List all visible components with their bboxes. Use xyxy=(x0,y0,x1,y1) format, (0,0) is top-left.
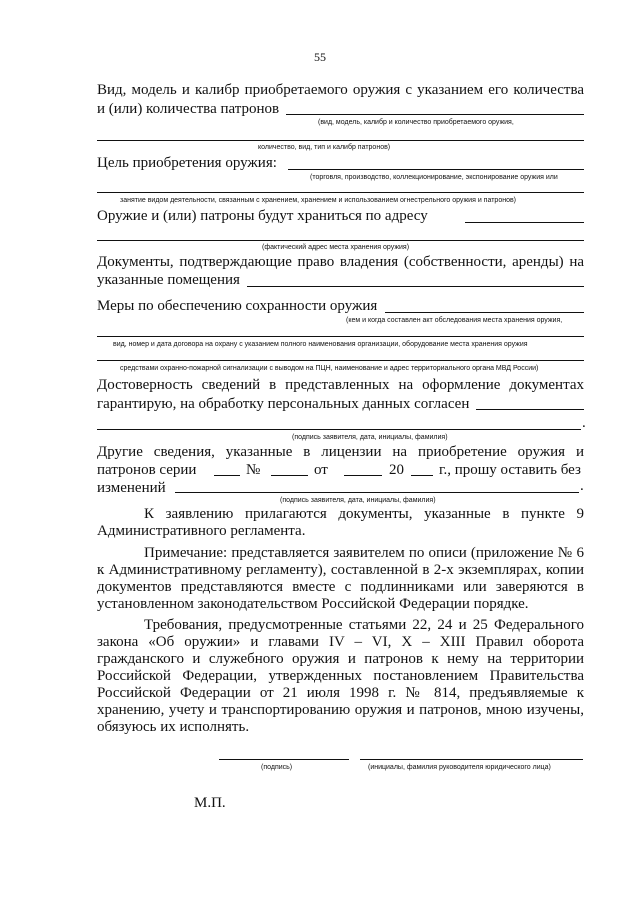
other-hint: (подпись заявителя, дата, инициалы, фамилия) xyxy=(280,497,436,504)
accuracy-period: . xyxy=(582,415,586,431)
weapon-hint1: (вид, модель, калибр и количество приобретаемого оружия, xyxy=(318,119,514,126)
attach-paragraph xyxy=(97,506,584,540)
ownership-text-line1: Документы, подтверждающие право владения (собственности, аренды) на xyxy=(97,254,584,270)
day-month-field[interactable] xyxy=(344,475,382,476)
ownership-field[interactable] xyxy=(247,286,584,287)
accuracy-field-line1[interactable] xyxy=(476,409,584,410)
ownership-text-line2: указанные помещения xyxy=(97,272,240,288)
other-century-label: 20 xyxy=(389,462,404,478)
security-hint3: средствами охранно-пожарной сигнализации с выводом на ПЦН, наименование и адрес территориального органа МВД России) xyxy=(120,365,539,372)
page-number: 55 xyxy=(314,50,326,64)
other-period: . xyxy=(580,478,584,494)
storage-field-line2[interactable] xyxy=(97,240,584,241)
head-name-field[interactable] xyxy=(360,759,583,760)
security-hint2: вид, номер и дата договора на охрану с указанием полного наименования организации, оборудование места хранения оружия xyxy=(113,341,528,348)
security-label: Меры по обеспечению сохранности оружия xyxy=(97,298,378,314)
accuracy-hint: (подпись заявителя, дата, инициалы, фамилия) xyxy=(292,434,448,441)
security-field-line2[interactable] xyxy=(97,336,584,337)
note-paragraph xyxy=(97,545,584,613)
other-text-line1: Другие сведения, указанные в лицензии на приобретение оружия и xyxy=(97,444,584,460)
purpose-hint2: занятие видом деятельности, связанным с хранением, хранением и использованием огнестрельного оружия и патронов) xyxy=(120,197,517,204)
other-number-label: № xyxy=(246,462,261,478)
number-field[interactable] xyxy=(271,475,308,476)
accuracy-field-line2[interactable] xyxy=(97,429,581,430)
note-text: Примечание: представляется заявителем по описи (приложение № 6 к Административному регламенту), составленной в 2-х экземплярах, копии документов представляются вместе с подлинниками или заверяются в установленном законодательством Российской Федерации порядке. xyxy=(97,545,584,612)
accuracy-text-line1: Достоверность сведений в представленных на оформление документах xyxy=(97,377,584,393)
purpose-field-line2[interactable] xyxy=(97,192,584,193)
requirements-paragraph xyxy=(97,617,584,736)
signature-field[interactable] xyxy=(219,759,349,760)
security-field-line1[interactable] xyxy=(385,312,584,313)
purpose-label: Цель приобретения оружия: xyxy=(97,155,277,171)
stamp-place: М.П. xyxy=(194,795,226,811)
series-field[interactable] xyxy=(214,475,240,476)
other-from-label: от xyxy=(314,462,328,478)
attach-text: К заявлению прилагаются документы, указанные в пункте 9 Административного регламента. xyxy=(97,506,584,539)
other-text-line3: изменений xyxy=(97,480,166,496)
other-signature-field[interactable] xyxy=(175,492,579,493)
head-name-hint: (инициалы, фамилия руководителя юридического лица) xyxy=(368,764,551,771)
storage-label: Оружие и (или) патроны будут храниться по адресу xyxy=(97,208,428,224)
storage-field-line1[interactable] xyxy=(465,222,584,223)
year-field[interactable] xyxy=(411,475,433,476)
other-text-line2-end: г., прошу оставить без xyxy=(439,462,581,478)
accuracy-text-line2: гарантирую, на обработку персональных данных согласен xyxy=(97,396,470,412)
purpose-hint1: (торговля, производство, коллекционирование, экспонирование оружия или xyxy=(310,174,558,181)
weapon-text-line2: и (или) количества патронов xyxy=(97,101,280,117)
purpose-field-line1[interactable] xyxy=(288,169,584,170)
security-hint1: (кем и когда составлен акт обследования места хранения оружия, xyxy=(346,317,563,324)
other-series-label: патронов серии xyxy=(97,462,197,478)
requirements-text: Требования, предусмотренные статьями 22, 24 и 25 Федерального закона «Об оружии» и главами IV – VI, X – XIII Правил оборота гражданского и служебного оружия и патронов к нему на территории Российской Федерации, утвержденных постановлением Правительства Российской Федерации от 21 июля 1998 г. № 814, предъявляемые к хранению, учету и транспортированию оружия и патронов, мною изучены, обязуюсь их исполнять. xyxy=(97,617,584,735)
weapon-field-line1[interactable] xyxy=(286,114,584,115)
security-field-line3[interactable] xyxy=(97,360,584,361)
signature-hint: (подпись) xyxy=(261,764,293,771)
storage-hint: (фактический адрес места хранения оружия) xyxy=(262,244,410,251)
weapon-text-line1: Вид, модель и калибр приобретаемого оружия с указанием его количества xyxy=(97,82,584,98)
weapon-field-line2[interactable] xyxy=(97,140,584,141)
weapon-hint2: количество, вид, тип и калибр патронов) xyxy=(258,144,391,151)
